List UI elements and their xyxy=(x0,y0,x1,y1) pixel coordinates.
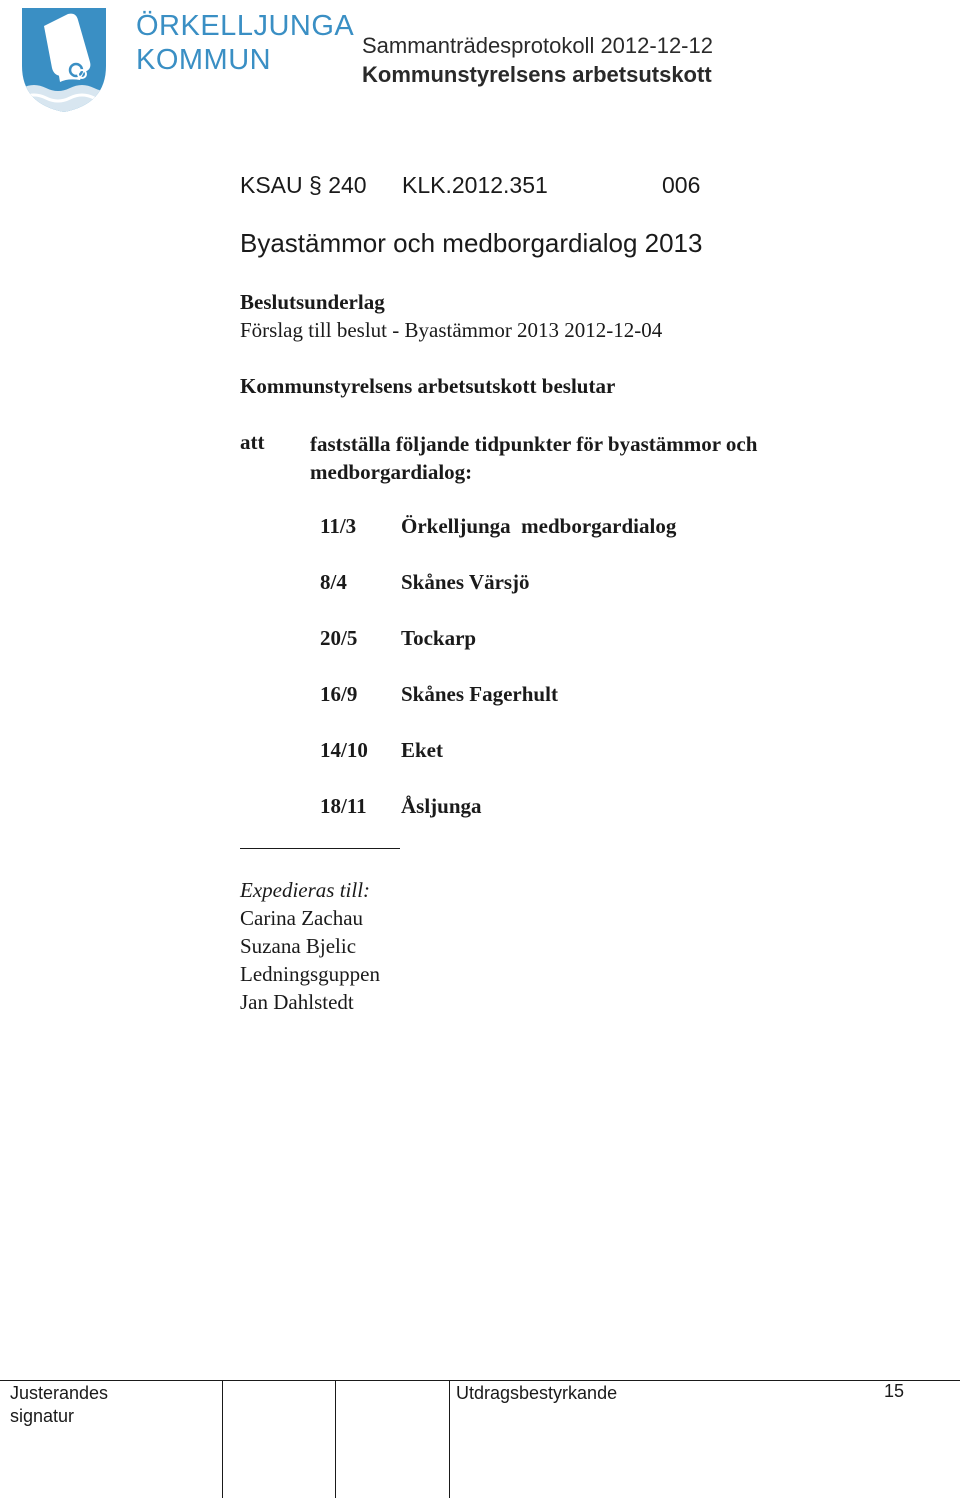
logo-name-line1: ÖRKELLJUNGA xyxy=(136,10,355,42)
schedule-date: 20/5 xyxy=(320,626,358,650)
schedule-place: Skånes Fagerhult xyxy=(401,682,558,706)
case-number: KLK.2012.351 xyxy=(402,172,548,198)
dispatch-recipient: Jan Dahlstedt xyxy=(240,990,354,1014)
municipality-logo xyxy=(18,4,355,116)
att-label: att xyxy=(240,430,265,454)
schedule-date: 18/11 xyxy=(320,794,367,818)
schedule-row xyxy=(320,738,443,763)
schedule-date: 11/3 xyxy=(320,514,357,538)
signature-label: Justerandes xyxy=(10,1383,109,1403)
schedule-place: Tockarp xyxy=(401,626,477,650)
schedule-row xyxy=(320,626,476,651)
schedule-date: 14/10 xyxy=(320,738,368,762)
decision-heading: Kommunstyrelsens arbetsutskott beslutar xyxy=(240,374,616,398)
signature-label-line2: signatur xyxy=(10,1406,75,1426)
schedule-date: 8/4 xyxy=(320,570,347,594)
committee-name: Kommunstyrelsens arbetsutskott xyxy=(362,62,712,87)
footer-divider xyxy=(335,1380,336,1498)
schedule-row xyxy=(320,570,530,595)
dispatch-heading: Expedieras till: xyxy=(240,878,371,902)
schedule-row xyxy=(320,794,482,819)
dispatch-recipient: Ledningsguppen xyxy=(240,962,380,986)
page-title: Byastämmor och medborgardialog 2013 xyxy=(240,228,703,258)
dispatch-recipient: Suzana Bjelic xyxy=(240,934,357,958)
schedule-place: Skånes Värsjö xyxy=(401,570,530,594)
basis-item: Förslag till beslut - Byastämmor 2013 2012-12-04 xyxy=(240,318,663,342)
schedule-row xyxy=(320,682,558,707)
coat-of-arms-icon xyxy=(18,4,114,116)
schedule-row xyxy=(320,514,676,539)
archive-code: 006 xyxy=(662,172,701,198)
schedule-place: Åsljunga xyxy=(401,794,482,818)
separator-rule xyxy=(240,848,400,849)
logo-name-line2: KOMMUN xyxy=(136,44,272,76)
footer-divider xyxy=(449,1380,450,1498)
footer-rule xyxy=(0,1380,960,1381)
paragraph-number: KSAU § 240 xyxy=(240,172,367,198)
dispatch-recipient: Carina Zachau xyxy=(240,906,364,930)
schedule-place: Eket xyxy=(401,738,443,762)
page-number: 15 xyxy=(884,1381,905,1401)
schedule-date: 16/9 xyxy=(320,682,358,706)
decision-text: fastställa följande tidpunkter för byastämmor och medborgardialog: xyxy=(310,432,758,484)
schedule-place: Örkelljunga medborgardialog xyxy=(401,514,677,538)
protocol-title: Sammanträdesprotokoll 2012-12-12 xyxy=(362,33,713,58)
footer-divider xyxy=(222,1380,223,1498)
certified-label: Utdragsbestyrkande xyxy=(456,1383,618,1403)
basis-heading: Beslutsunderlag xyxy=(240,290,385,314)
